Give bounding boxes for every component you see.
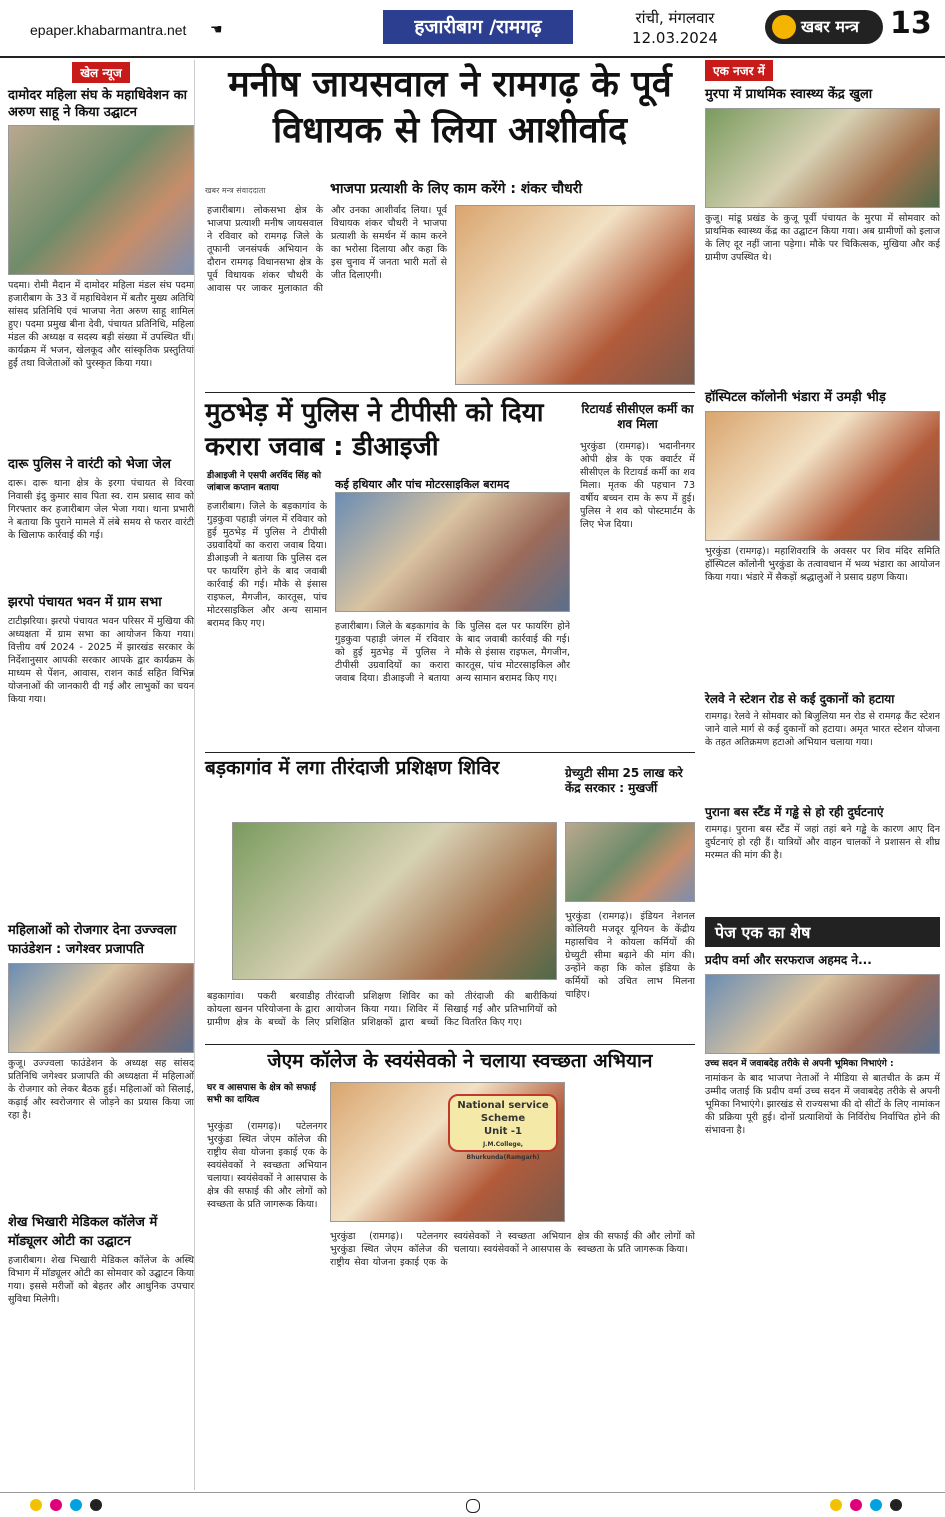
- lead-subheadline: भाजपा प्रत्याशी के लिए काम करेंगे : शंकर चौधरी: [330, 181, 583, 197]
- photo-archery-camp: [232, 822, 557, 980]
- story-body: कुजू। उज्ज्वला फाउंडेशन के अध्यक्ष सह सांसद प्रतिनिधि जगेश्वर प्रजापति की अध्यक्षता में महिलाओं के रोजगार को लेकर बैठक हुई। महिलाओं को सिलाई, कढ़ाई और स्वरोजगार से जोड़ने का प्रयास किया जा रहा है।: [8, 1058, 194, 1121]
- photo-women-meeting: [8, 963, 194, 1053]
- story-headline[interactable]: दामोदर महिला संघ के महाधिवेशन का अरुण साहू ने किया उद्घाटन: [8, 88, 187, 120]
- date: 12.03.2024: [632, 29, 718, 47]
- story-headline[interactable]: पुराना बस स्टैंड में गड्ढे से हो रही दुर्घटनाएं: [705, 805, 884, 819]
- footer-registration-marks: [0, 1492, 945, 1517]
- gratuity-headline[interactable]: ग्रेच्युटी सीमा 25 लाख करे केंद्र सरकार : मुखर्जी: [565, 766, 683, 795]
- story-body: कुजू। मांडू प्रखंड के कुजू पूर्वी पंचायत के मुरपा में सोमवार को प्राथमिक स्वास्थ्य केंद्र का उद्घाटन किया गया। अब ग्रामीणों को इलाज के लिए दूर नहीं जाना पड़ेगा। मौके पर चिकित्सक, मुखिया और कई ग्रामीण उपस्थित थे।: [705, 213, 940, 263]
- nss-headline[interactable]: जेएम कॉलेज के स्वयंसेवको ने चलाया स्वच्छता अभियान: [267, 1050, 653, 1072]
- story-headline[interactable]: हॉस्पिटल कॉलोनी भंडारा में उमड़ी भीड़: [705, 390, 886, 405]
- kicker-at-a-glance: एक नजर में: [705, 60, 773, 81]
- story-headline[interactable]: झरपो पंचायत भवन में ग्राम सभा: [8, 595, 162, 610]
- site-url[interactable]: epaper.khabarmantra.net: [30, 22, 187, 38]
- color-dot-icon: [70, 1499, 82, 1511]
- nss-body: भुरकुंडा (रामगढ़)। पटेलनगर भुरकुंडा स्थित जेएम कॉलेज की राष्ट्रीय सेवा योजना इकाई एक के स्वयंसेवकों ने स्वच्छता अभियान चलाया। स्वयंसेवकों ने आसपास के क्षेत्र की सफाई की और लोगों को स्वच्छता के प्रति जागरूक किया।: [207, 1121, 327, 1210]
- police-body-continued: हजारीबाग। जिले के बड़कागांव के गुड़कुवा पहाड़ी जंगल में रविवार को हुई मुठभेड़ में पुलिस ने टीपीसी उग्रवादियों का करारा जवाब दिया। डीआइजी ने बताया कि पुलिस दल पर फायरिंग होने के बाद जवाबी कार्रवाई की गई। मौके से इंसास राइफल, मैगजीन, कारतूस, पांच मोटरसाइकिल और अन्य सामान बरामद किए गए।: [335, 621, 570, 684]
- photo-bhandara: [705, 411, 940, 541]
- continued-bar: पेज एक का शेष: [705, 917, 940, 947]
- police-headline[interactable]: मुठभेड़ में पुलिस ने टीपीसी को दिया करारा जवाब : डीआइजी: [205, 398, 544, 462]
- archery-body: बड़कागांव। पकरी बरवाडीह कोयला खनन परियोजना के द्वारा ग्रामीण क्षेत्र के बच्चों के लिए तीरंदाजी प्रशिक्षण शिविर का आयोजन किया गया। शिविर में प्रशिक्षित प्रशिक्षकों द्वारा बच्चों को तीरंदाजी की बारीकियां सिखाई गईं और प्रतिभागियों को किट वितरित किए गए।: [207, 991, 557, 1028]
- story-body: भुरकुंडा (रामगढ़)। महाशिवरात्रि के अवसर पर शिव मंदिर समिति हॉस्पिटल कॉलोनी भुरकुंडा के तत्वावधान में भव्य भंडारा का आयोजन किया गया। भंडारे में सैकड़ों श्रद्धालुओं ने प्रसाद ग्रहण किया।: [705, 546, 940, 583]
- color-dot-icon: [850, 1499, 862, 1511]
- story-headline[interactable]: शेख भिखारी मेडिकल कॉलेज में मॉड्यूलर ओटी का उद्घाटन: [8, 1215, 158, 1249]
- color-dot-icon: [870, 1499, 882, 1511]
- kicker-sports: खेल न्यूज: [72, 62, 130, 83]
- nss-banner-college: J.M.College, Bhurkunda(Ramgarh): [466, 1141, 540, 1161]
- color-dot-icon: [90, 1499, 102, 1511]
- right-column: [705, 60, 940, 1490]
- story-headline[interactable]: महिलाओं को रोजगार देना उज्ज्वला फाउंडेशन : जगेश्वर प्रजापति: [8, 923, 177, 957]
- color-dot-icon: [830, 1499, 842, 1511]
- story-body: टाटीझरिया। झरपो पंचायत भवन परिसर में मुखिया की अध्यक्षता में ग्राम सभा का आयोजन किया गया। वित्तीय वर्ष 2024 - 2025 में झारखंड सरकार के निर्देशानुसार आपकी सरकार आपके द्वार कार्यक्रम के माध्यम से पेंशन, आवास, राशन कार्ड सहित विभिन्न योजनाओं की जानकारी दी गई और लाभुकों का चयन किया गया।: [8, 616, 194, 705]
- cursor-icon: ☚: [210, 22, 223, 38]
- lead-body: हजारीबाग। लोकसभा क्षेत्र के भाजपा प्रत्याशी मनीष जायसवाल ने रविवार को रामगढ़ जिले के तूफानी जनसंपर्क अभियान के दौरान रामगढ़ विधानसभा क्षेत्र के पूर्व विधायक शंकर चौधरी के आवास पर जाकर मुलाकात की और उनका आशीर्वाद लिया। पूर्व विधायक शंकर चौधरी ने भाजपा प्रत्याशी के समर्थन में काम करने का भरोसा दिलाया और कहा कि इस चुनाव में जनता भारी मतों से जीत दिलाएगी।: [207, 205, 447, 294]
- story-body: पदमा। रोमी मैदान में दामोदर महिला मंडल संघ पदमा हजारीबाग के 33 वें महाधिवेशन में बतौर मुख्य अतिथि सांसद प्रतिनिधि एवं भाजपा नेता अरुण साहू शामिल हुए। पदमा प्रमुख बीना देवी, पंचायत प्रतिनिधि, महिला मंडल की अध्यक्ष व सदस्य बड़ी संख्या में उपस्थित थीं। कार्यक्रम में भजन, खेलकूद और सांस्कृतिक प्रस्तुतियां हुईं तथा विजेताओं को पुरस्कृत किया गया।: [8, 280, 194, 369]
- story-body: रामगढ़। पुराना बस स्टैंड में जहां तहां बने गड्ढे के कारण आए दिन दुर्घटनाएं हो रही हैं। यात्रियों और वाहन चालकों ने प्रशासन से शीघ्र मरम्मत की मांग की है।: [705, 824, 940, 861]
- nss-banner: [448, 1094, 558, 1161]
- lead-headline[interactable]: मनीष जायसवाल ने रामगढ़ के पूर्व विधायक से लिया आशीर्वाद: [228, 64, 672, 151]
- masthead: [0, 0, 945, 58]
- nss-body-continued: भुरकुंडा (रामगढ़)। पटेलनगर भुरकुंडा स्थित जेएम कॉलेज की राष्ट्रीय सेवा योजना इकाई एक के स्वयंसेवकों ने स्वच्छता अभियान चलाया। स्वयंसेवकों ने आसपास के क्षेत्र की सफाई की और लोगों को स्वच्छता के प्रति जागरूक किया।: [330, 1231, 695, 1268]
- photo-union-meeting: [565, 822, 695, 902]
- story-headline[interactable]: प्रदीप वर्मा और सरफराज अहमद ने...: [705, 953, 872, 967]
- story-headline[interactable]: मुरपा में प्राथमिक स्वास्थ्य केंद्र खुला: [705, 87, 873, 102]
- left-column: [8, 60, 195, 1490]
- page-number: 13: [890, 6, 932, 41]
- brand-name: खबर मन्त्र: [765, 10, 883, 44]
- police-body: हजारीबाग। जिले के बड़कागांव के गुड़कुवा पहाड़ी जंगल में रविवार को हुई मुठभेड़ में पुलिस ने टीपीसी उग्रवादियों का करारा जवाब दिया। डीआइजी ने बताया कि पुलिस दल पर फायरिंग होने के बाद जवाबी कार्रवाई की गई। मौके से इंसास राइफल, मैगजीन, कारतूस, पांच मोटरसाइकिल और अन्य सामान बरामद किए गए।: [207, 501, 327, 629]
- section-title: हजारीबाग /रामगढ़: [383, 10, 573, 44]
- story-body: दारू। दारू थाना क्षेत्र के इरगा पंचायत से विरवा निवासी इंदु कुमार साव पिता स्व. राम प्रसाद साव को गिरफ्तार कर हजारीबाग जेल भेजा गया। थाना प्रभारी ने बताया कि पुराने मामले में लंबे समय से फरार वारंटी के खिलाफ कार्रवाई की गई।: [8, 478, 194, 541]
- divider: [205, 752, 695, 753]
- story-body: हजारीबाग। शेख भिखारी मेडिकल कॉलेज के अस्थि विभाग में मॉड्यूलर ओटी का सोमवार को उद्घाटन किया गया। इससे मरीजों को बेहतर और आधुनिक उपचार सुविधा मिलेगी।: [8, 1255, 194, 1305]
- divider: [205, 1044, 695, 1045]
- color-dot-icon: [890, 1499, 902, 1511]
- color-dot-icon: [30, 1499, 42, 1511]
- story-headline[interactable]: रेलवे ने स्टेशन रोड से कई दुकानों को हटाया: [705, 692, 895, 706]
- city-day: रांची, मंगलवार: [635, 9, 715, 27]
- color-dot-icon: [50, 1499, 62, 1511]
- gratuity-body: भुरकुंडा (रामगढ़)। इंडियन नेशनल कोलियरी मजदूर यूनियन के केंद्रीय महासचिव ने कोयला कर्मियों की ग्रेच्युटी सीमा बढ़ाने की मांग की। उन्होंने कहा कि कोल इंडिया के कर्मियों को उचित लाभ मिलना चाहिए।: [565, 911, 695, 1000]
- police-subheadline: डीआइजी ने एसपी अरविंद सिंह को जांबाज कप्तान बताया: [207, 471, 322, 493]
- photo-lead-greeting: [455, 205, 695, 385]
- dateline: [620, 8, 730, 48]
- story-body: नामांकन के बाद भाजपा नेताओं ने मीडिया से बातचीत के क्रम में उम्मीद जताई कि प्रदीप वर्मा उच्च सदन में जवाबदेह तरीके से अपनी भूमिका निभाएंगे। झारखंड से राज्यसभा की दो सीटों के लिए नामांकन की प्रक्रिया पूरी हुई। दोनों प्रत्याशियों के निर्विरोध निर्वाचित होने की संभावना है।: [705, 1073, 940, 1136]
- nss-banner-unit: Unit -1: [483, 1126, 523, 1137]
- lead-byline: खबर मन्त्र संवाददाता: [205, 186, 266, 195]
- nss-subheadline: घर व आसपास के क्षेत्र को सफाई सभी का दायित्व: [207, 1083, 316, 1105]
- photo-sports-event: [8, 125, 194, 275]
- nss-banner-title: National service Scheme: [457, 1100, 549, 1124]
- crosshair-icon: [466, 1499, 480, 1513]
- divider: [205, 392, 695, 393]
- story-subheadline: उच्च सदन में जवाबदेह तरीके से अपनी भूमिका निभाएंगे :: [705, 1059, 894, 1069]
- photo-health-centre: [705, 108, 940, 208]
- archery-headline[interactable]: बड़कागांव में लगा तीरंदाजी प्रशिक्षण शिविर: [205, 757, 500, 779]
- photo-police-press: [335, 492, 570, 612]
- brand-logo-icon: [772, 15, 796, 39]
- police-subheadline: कई हथियार और पांच मोटरसाइकिल बरामद: [335, 478, 510, 491]
- retired-body: भुरकुंडा (रामगढ़)। भदानीनगर ओपी क्षेत्र के एक क्वार्टर में सीसीएल के रिटायर्ड कर्मी का शव मिला। मृतक की पहचान 73 वर्षीय बच्चन राम के रूप में हुई। पुलिस ने शव को पोस्टमार्टम के लिए भेज दिया।: [580, 441, 695, 530]
- photo-nomination: [705, 974, 940, 1054]
- story-headline[interactable]: दारू पुलिस ने वारंटी को भेजा जेल: [8, 457, 171, 472]
- story-body: रामगढ़। रेलवे ने सोमवार को बिजुलिया मन रोड से रामगढ़ कैंट स्टेशन जाने वाले मार्ग से कई दुकानों को हटाया। अमृत भारत स्टेशन योजना के तहत अतिक्रमण हटाओ अभियान चलाया गया।: [705, 711, 940, 748]
- retired-headline[interactable]: रिटायर्ड सीसीएल कर्मी का शव मिला: [581, 402, 694, 431]
